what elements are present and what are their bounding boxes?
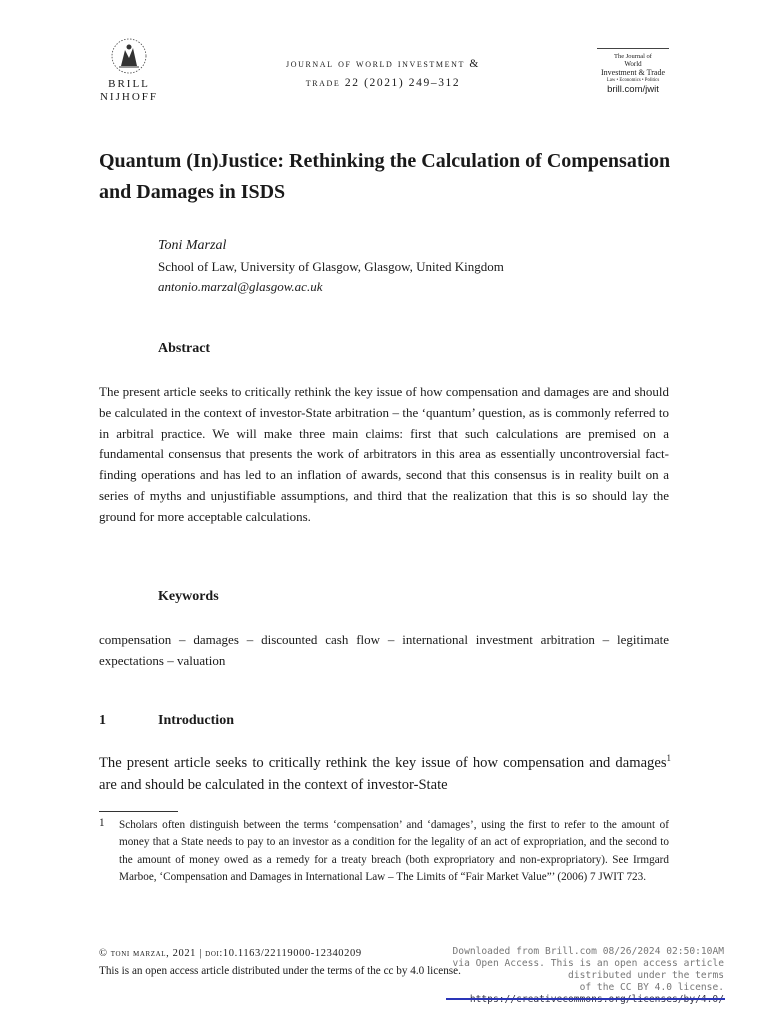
download-stamp — [410, 946, 724, 1006]
brill-nijhoff-logo — [98, 36, 160, 104]
jwit-line3: Investment & Trade — [601, 68, 665, 77]
journal-header — [230, 55, 536, 93]
abstract-heading: Abstract — [158, 341, 211, 356]
footnote-text: Scholars often distinguish between the terms ‘compensation’ and ‘damages’, using the first to refer to the amount of money that a State needs to pay to an investor as a condition for the legality of an act of expropriation, and the second to the amount of money owed as a remedy for a treaty breach (both expropriatory and non-expropriatory). See Irmgard Marboe, ‘Compensation and Damages in International Law – The Limits of “Fair Market Value”’ (2006) 7 JWIT 723. — [119, 819, 669, 884]
license-link-underline — [446, 998, 725, 1000]
logo-nijhoff-text: NIJHOFF — [99, 91, 158, 103]
open-access-notice: This is an open access article distributed under the terms of the cc by 4.0 license. — [99, 965, 461, 977]
footnote-divider — [99, 811, 178, 812]
license-url-link[interactable] — [410, 994, 724, 1006]
jwit-line4: Law • Economics • Politics — [606, 78, 660, 83]
journal-volume: trade 22 (2021) 249–312 — [305, 77, 461, 89]
abstract-text: The present article seeks to critically rethink the key issue of how compensation and damages are and should be calculated in the context of investor-State arbitration – the ‘quantum’ question, as is commonly referred to in arbitral practice. We will make three main claims: first that such calculations are premised on a fundamental consensus that presents the work of arbitrators in this area as essentially uncontroversial fact-finding operations and has led to an inflation of awards, second that this consensus is in reality built on a series of myths and unjustifiable assumptions, and third that the realization that this is so should lay the ground for more acceptable calculations. — [99, 384, 669, 524]
jwit-url-link[interactable]: brill.com/jwit — [607, 84, 659, 95]
section-title: Introduction — [158, 713, 234, 728]
article-title: Quantum (In)Justice: Rethinking the Calculation of Compensation and Damages in ISDS — [99, 150, 671, 203]
footnote-ref-link[interactable]: 1 — [666, 753, 671, 764]
footnote-number: 1 — [99, 817, 105, 829]
jwit-journal-mark — [597, 48, 669, 96]
jwit-line1: The Journal of — [614, 53, 652, 60]
intro-text-part2: are and should be calculated in the context of investor-State — [99, 777, 448, 793]
keywords-heading: Keywords — [158, 589, 219, 604]
journal-name: journal of world investment & — [286, 58, 480, 70]
author-email-link[interactable]: antonio.marzal@glasgow.ac.uk — [158, 279, 323, 294]
logo-brill-text: BRILL — [108, 78, 150, 90]
intro-text-part1: The present article seeks to critically rethink the key issue of how compensation and damages — [99, 755, 667, 771]
keywords-text: compensation – damages – discounted cash flow – international investment arbitration – legitimate expectations – valuation — [99, 632, 669, 668]
jwit-rule — [597, 48, 669, 49]
jwit-line2: World — [624, 60, 642, 68]
intro-paragraph — [99, 752, 671, 796]
author-name: Toni Marzal — [158, 238, 227, 253]
download-line3: of the CC BY 4.0 license. — [579, 982, 724, 993]
download-line2: via Open Access. This is an open access article distributed under the terms — [452, 958, 724, 981]
copyright-doi: © toni marzal, 2021 | doi:10.1163/22119000-12340209 — [99, 948, 362, 959]
section-number: 1 — [99, 713, 106, 728]
author-affiliation: School of Law, University of Glasgow, Glasgow, United Kingdom — [158, 259, 504, 274]
download-line1: Downloaded from Brill.com 08/26/2024 02:50:10AM — [452, 946, 724, 957]
brill-emblem-icon — [109, 36, 149, 76]
